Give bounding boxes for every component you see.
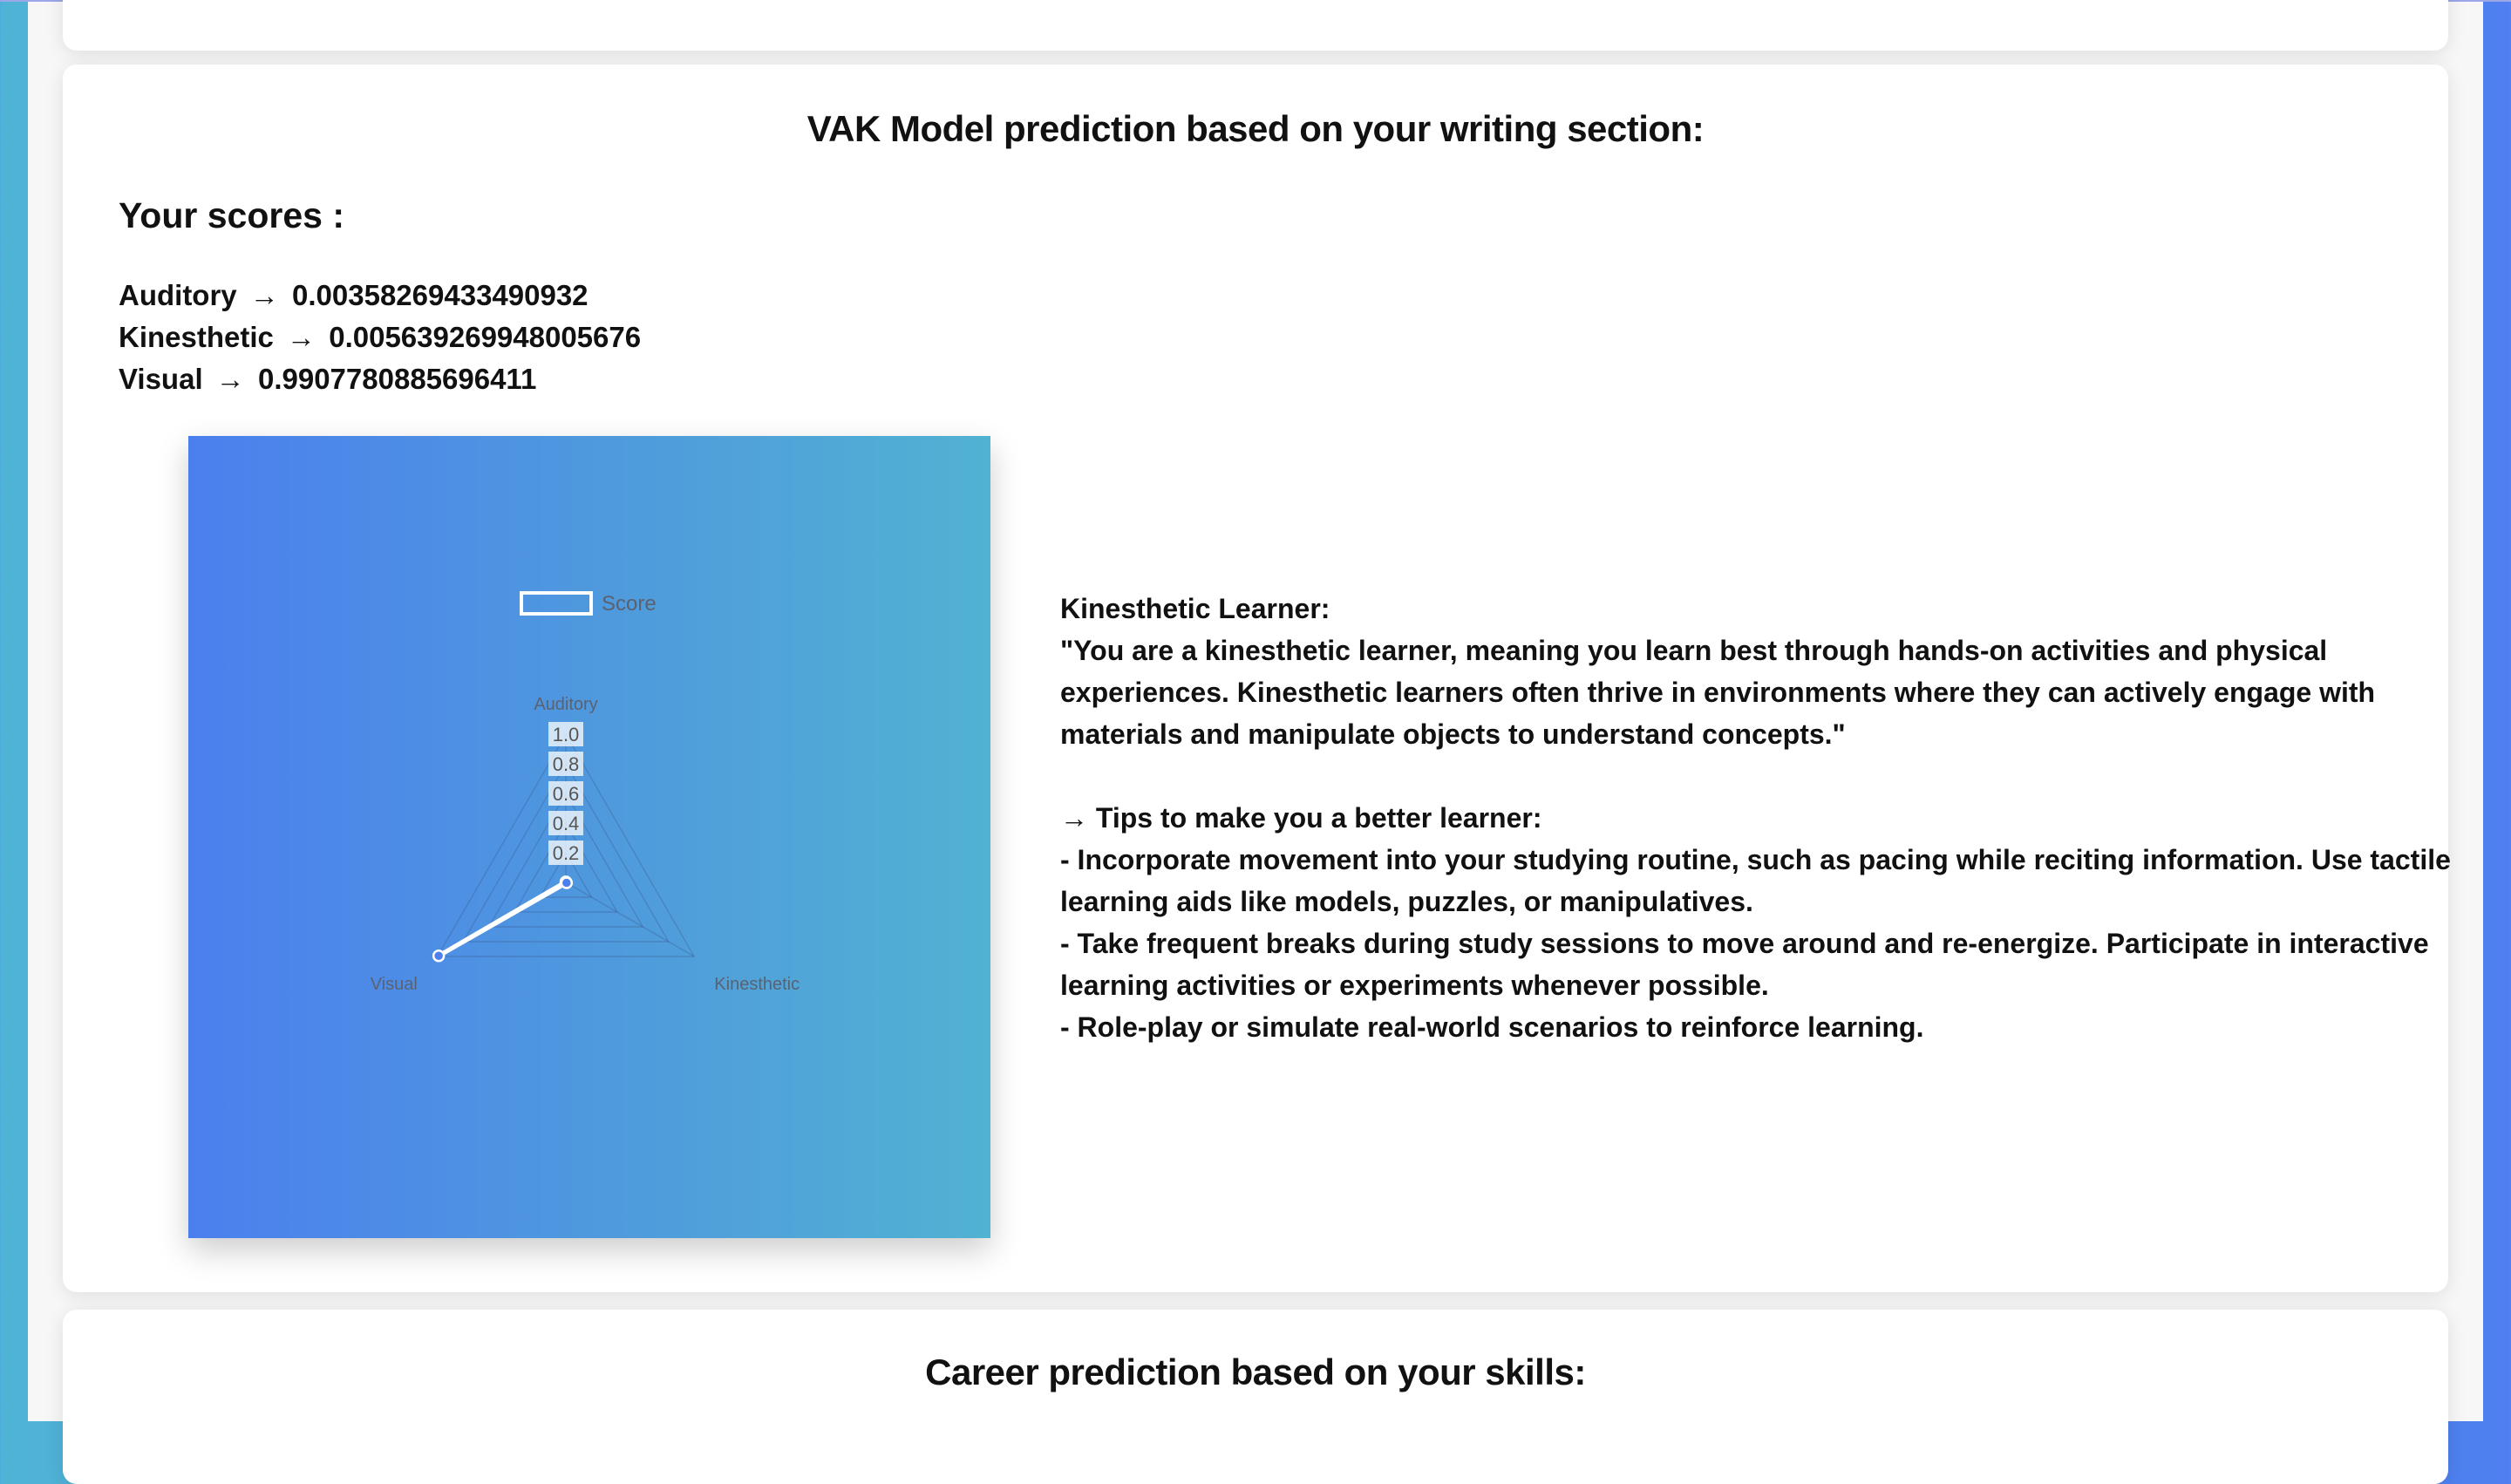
paragraph-gap <box>1060 755 2473 797</box>
vak-section-title: VAK Model prediction based on your writing section: <box>806 108 1705 149</box>
career-section-card <box>63 1310 2448 1484</box>
learner-description <box>1060 588 2473 1048</box>
score-label: Kinesthetic <box>119 321 274 353</box>
grid-spoke <box>566 882 694 956</box>
tips-heading: → Tips to make you a better learner: <box>1060 802 1542 834</box>
radar-chart <box>188 436 990 1238</box>
score-value: 0.9907780885696411 <box>257 363 537 395</box>
score-line-kinesthetic <box>119 321 641 354</box>
previous-section-card <box>63 0 2448 51</box>
learner-quote: "You are a kinesthetic learner, meaning you learn best through hands-on activities and physical experiences. Kinesthetic learners often thrive in environments where they can actively engage with materials and manipulate objects to understand concepts." <box>1060 635 2376 750</box>
career-section-title: Career prediction based on your skills: <box>925 1351 1586 1392</box>
tip-item: - Role-play or simulate real-world scenarios to reinforce learning. <box>1060 1011 1924 1043</box>
score-line-visual <box>119 363 536 396</box>
radar-chart-container <box>188 436 990 1238</box>
tick-label: 1.0 <box>552 724 580 745</box>
legend-label: Score <box>602 592 657 616</box>
tip-item: - Take frequent breaks during study sessions to move around and re-energize. Participate in interactive learning activities or experiments whenever possible. <box>1060 928 2429 1001</box>
axis-label: Auditory <box>534 695 598 714</box>
vak-section-card <box>63 65 2451 1292</box>
axis-label: Kinesthetic <box>714 975 800 994</box>
axis-label: Visual <box>370 975 418 994</box>
score-line-auditory <box>119 279 589 312</box>
tick-label: 0.4 <box>552 813 580 834</box>
score-value: 0.00358269433490932 <box>292 279 589 311</box>
arrow-right-icon: → <box>215 363 245 395</box>
tick-label: 0.2 <box>552 842 580 864</box>
scores-heading: Your scores : <box>119 195 344 235</box>
score-value: 0.005639269948005676 <box>329 321 642 353</box>
series-line <box>439 882 567 956</box>
learner-type-heading: Kinesthetic Learner: <box>1060 593 1330 624</box>
score-label: Auditory <box>119 279 237 311</box>
legend-swatch <box>521 593 591 614</box>
tip-item: - Incorporate movement into your studying routine, such as pacing while reciting information. Use tactile learning aids like models, puzzles, or manipulatives. <box>1060 844 2451 917</box>
arrow-right-icon: → <box>287 321 316 353</box>
data-point <box>433 950 444 961</box>
tick-label: 0.8 <box>552 753 580 775</box>
arrow-right-icon: → <box>249 279 279 311</box>
score-label: Visual <box>119 363 203 395</box>
data-point <box>561 877 572 888</box>
tick-label: 0.6 <box>552 783 580 805</box>
